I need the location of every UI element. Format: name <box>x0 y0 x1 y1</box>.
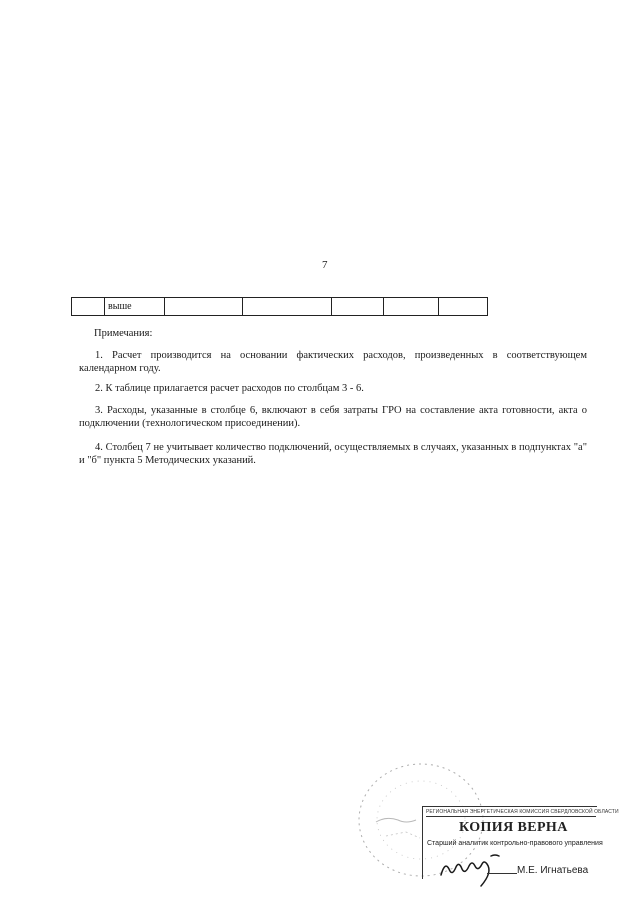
table-cell: выше <box>105 298 165 316</box>
data-table <box>71 297 488 316</box>
certified-copy-stamp <box>422 806 619 879</box>
table-row <box>72 298 488 316</box>
certification-title: КОПИЯ ВЕРНА <box>459 820 568 835</box>
page-number: 7 <box>322 259 328 271</box>
table-cell <box>384 298 439 316</box>
certification-name: М.Е. Игнатьева <box>517 865 589 876</box>
table-cell <box>439 298 488 316</box>
certification-organization: РЕГИОНАЛЬНАЯ ЭНЕРГЕТИЧЕСКАЯ КОМИССИЯ СВЕРДЛОВСКОЙ ОБЛАСТИ <box>426 809 619 815</box>
signature-line <box>487 873 517 874</box>
note-3: 3. Расходы, указанные в столбце 6, включают в себя затраты ГРО на составление акта готовности, акта о подключении (технологическом присоединении). <box>79 405 587 429</box>
notes-heading: Примечания: <box>94 328 153 339</box>
table-cell <box>165 298 243 316</box>
table-cell <box>332 298 384 316</box>
note-2: 2. К таблице прилагается расчет расходов по столбцам 3 - 6. <box>95 383 364 394</box>
table-cell <box>72 298 105 316</box>
note-4: 4. Столбец 7 не учитывает количество подключений, осуществляемых в случаях, указанных в подпунктах "а" и "б" пункта 5 Методических указаний. <box>79 442 587 466</box>
handwritten-signature <box>437 851 517 883</box>
certification-position: Старший аналитик контрольно-правового управления <box>427 840 603 847</box>
note-1: 1. Расчет производится на основании фактических расходов, произведенных в соответствующем календарном году. <box>79 350 587 374</box>
table-cell <box>243 298 332 316</box>
